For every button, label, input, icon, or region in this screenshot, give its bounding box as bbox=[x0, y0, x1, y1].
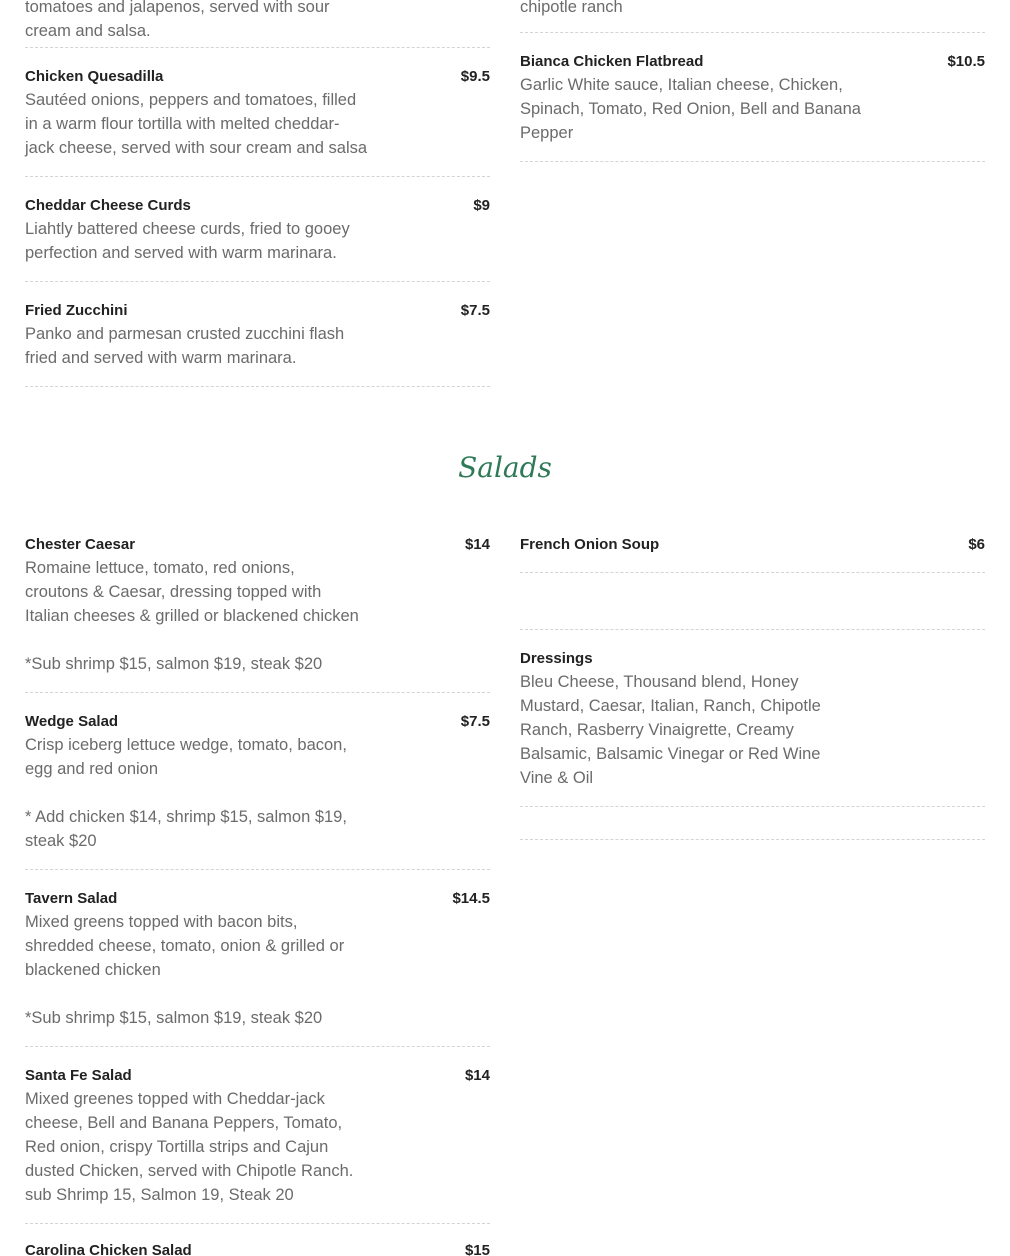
item-price: $6 bbox=[968, 536, 985, 553]
menu-item bbox=[520, 0, 985, 33]
item-price: $9 bbox=[473, 197, 490, 214]
item-price: $14.5 bbox=[452, 890, 490, 907]
item-price: $14 bbox=[464, 536, 490, 553]
menu-item bbox=[25, 0, 490, 48]
item-description: Bleu Cheese, Thousand blend, Honey Mustard, Caesar, Italian, Ranch, Chipotle Ranch, Rasberry Vinaigrette, Creamy Balsamic, Balsamic Vinegar or Red Wine Vine & Oil bbox=[520, 673, 821, 787]
item-name: French Onion Soup bbox=[520, 536, 660, 553]
item-description: Liahtly battered cheese curds, fried to gooey perfection and served with warm marinara. bbox=[25, 220, 350, 262]
menu-item-bianca-chicken-flatbread bbox=[520, 53, 985, 162]
item-description: Garlic White sauce, Italian cheese, Chicken, Spinach, Tomato, Red Onion, Bell and Banana Pepper bbox=[520, 76, 861, 142]
item-name: Chester Caesar bbox=[25, 536, 136, 553]
menu-item-chester-caesar bbox=[25, 536, 490, 693]
item-name: Bianca Chicken Flatbread bbox=[520, 53, 704, 70]
item-description: Mixed greenes topped with Cheddar-jack cheese, Bell and Banana Peppers, Tomato, Red onion, crispy Tortilla strips and Cajun dusted Chicken, served with Chipotle Ranch. sub Shrimp 15, Salmon 19, Steak 20 bbox=[25, 1090, 354, 1204]
item-description: tomatoes and jalapenos, served with sour cream and salsa. bbox=[25, 0, 330, 40]
menu-item-dressings bbox=[520, 650, 985, 807]
menu-item-french-onion-soup bbox=[520, 536, 985, 573]
menu-item-carolina-chicken-salad bbox=[25, 1242, 490, 1256]
menu-item-fried-zucchini bbox=[25, 302, 490, 387]
item-description: Sautéed onions, peppers and tomatoes, filled in a warm flour tortilla with melted cheddar- jack cheese, served with sour cream and salsa bbox=[25, 91, 368, 157]
item-description: Crisp iceberg lettuce wedge, tomato, bacon, egg and red onion * Add chicken $14, shrimp $15, salmon $19, steak $20 bbox=[25, 736, 347, 850]
item-price: $7.5 bbox=[460, 302, 490, 319]
menu-item-wedge-salad bbox=[25, 713, 490, 870]
item-name: Wedge Salad bbox=[25, 713, 119, 730]
section-title-salads: Salads bbox=[458, 451, 552, 484]
item-name: Carolina Chicken Salad bbox=[25, 1242, 192, 1256]
item-description: Romaine lettuce, tomato, red onions, croutons & Caesar, dressing topped with Italian cheeses & grilled or blackened chicken *Sub shrimp $15, salmon $19, steak $20 bbox=[25, 559, 359, 673]
divider bbox=[520, 839, 985, 840]
menu-item-cheddar-cheese-curds bbox=[25, 197, 490, 282]
menu-item-tavern-salad bbox=[25, 890, 490, 1047]
item-description: chipotle ranch bbox=[520, 0, 623, 16]
menu-item-santa-fe-salad bbox=[25, 1067, 490, 1224]
item-name: Cheddar Cheese Curds bbox=[25, 197, 191, 214]
item-price: $9.5 bbox=[460, 68, 490, 85]
item-name: Fried Zucchini bbox=[25, 302, 128, 319]
item-price: $14 bbox=[464, 1067, 490, 1084]
item-name: Dressings bbox=[520, 650, 593, 667]
item-description: Mixed greens topped with bacon bits, shredded cheese, tomato, onion & grilled or blackened chicken *Sub shrimp $15, salmon $19, steak $20 bbox=[25, 913, 345, 1027]
item-name: Santa Fe Salad bbox=[25, 1067, 132, 1084]
divider bbox=[520, 629, 985, 630]
item-name: Tavern Salad bbox=[25, 890, 118, 907]
item-price: $15 bbox=[464, 1242, 490, 1256]
item-price: $10.5 bbox=[947, 53, 985, 70]
item-description: Panko and parmesan crusted zucchini flash fried and served with warm marinara. bbox=[25, 325, 345, 367]
item-price: $7.5 bbox=[460, 713, 490, 730]
item-name: Chicken Quesadilla bbox=[25, 68, 164, 85]
menu-item-chicken-quesadilla bbox=[25, 68, 490, 177]
